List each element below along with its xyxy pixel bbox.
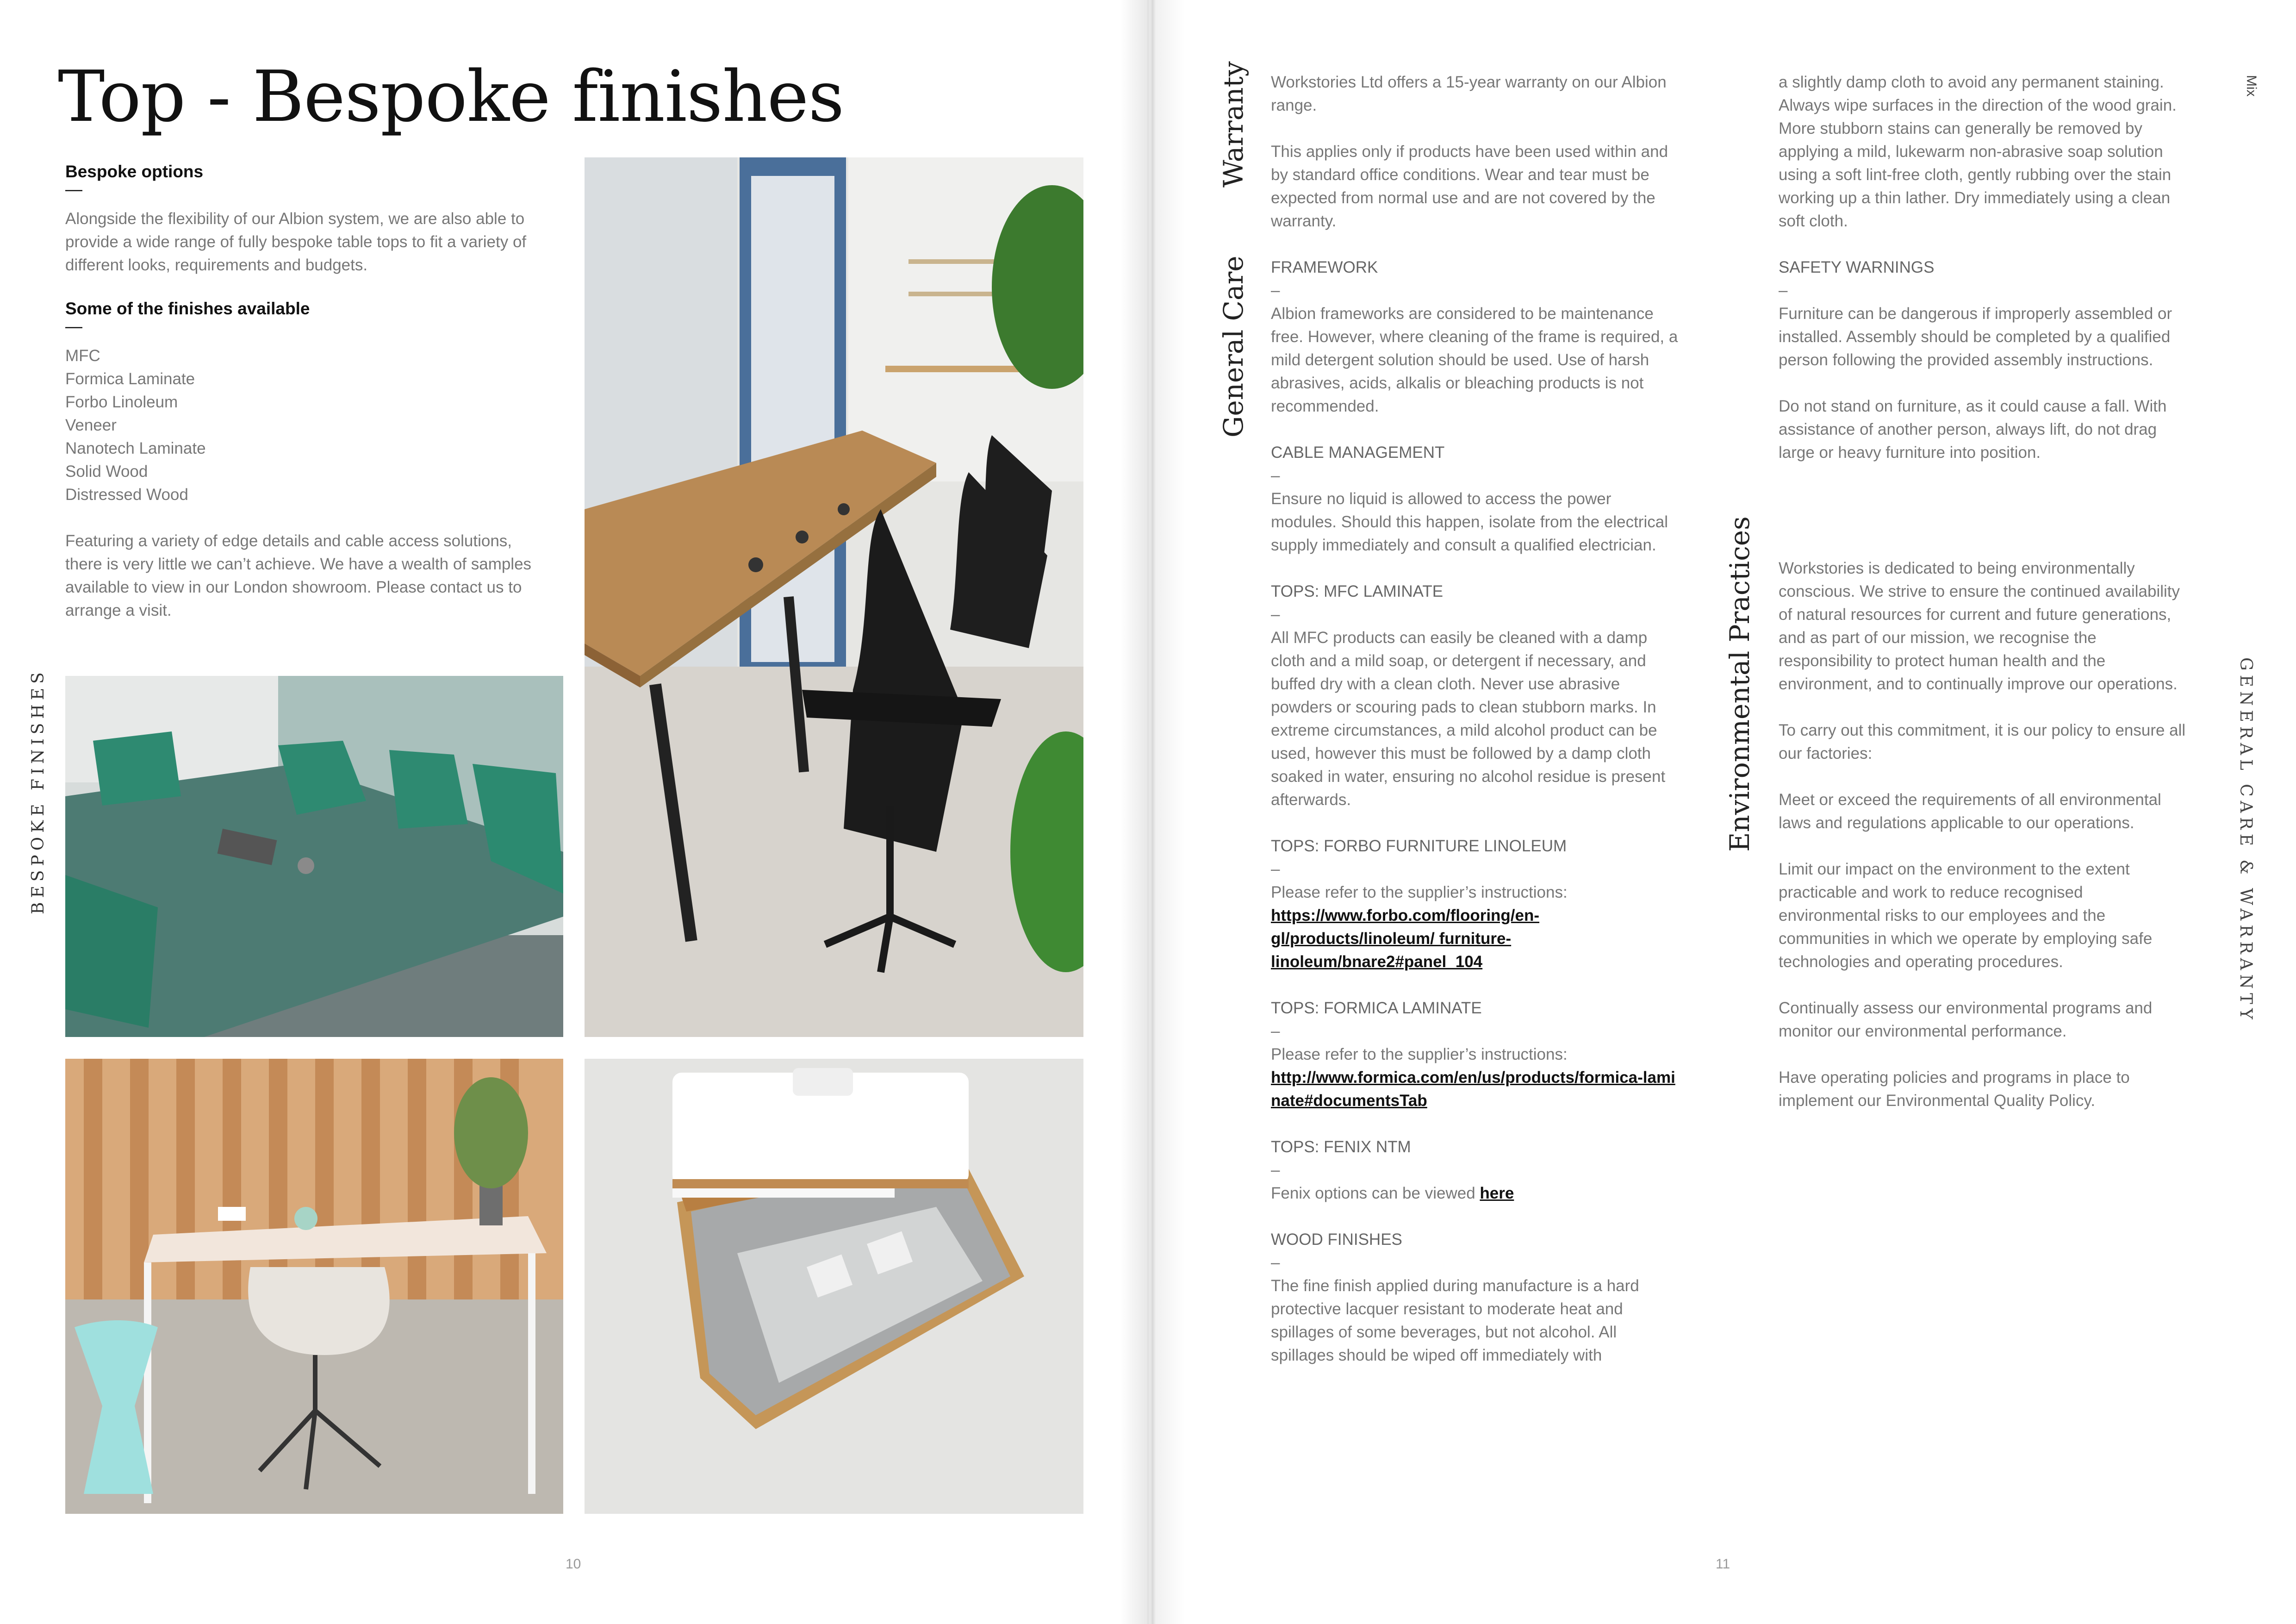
framework-text: Albion frameworks are considered to be maintenance free. However, where cleaning of the frame is required, a mild detergent solution should be used. Use of harsh abrasives, acids, alkalis or bleaching products is not recommended. — [1271, 305, 1678, 415]
forbo-link[interactable]: https://www.forbo.com/flooring/en-gl/products/linoleum/ furniture-linoleum/bnare2#panel_104 — [1271, 906, 1540, 971]
bespoke-options-heading: Bespoke options — [65, 162, 204, 181]
right-column-1 — [1271, 71, 1678, 1390]
photo-wooden-table-meeting-room — [585, 157, 1083, 1037]
environmental-column — [1779, 557, 2186, 1136]
heading-dash: — — [65, 180, 82, 199]
formica-text: Please refer to the supplier’s instructions: — [1271, 1045, 1568, 1063]
finish-item: MFC — [65, 347, 100, 365]
heading-dash: – — [1779, 281, 1788, 300]
environmental-paragraph: To carry out this commitment, it is our policy to ensure all our factories: — [1779, 721, 2186, 762]
finish-item: Nanotech Laminate — [65, 439, 206, 457]
finish-item: Veneer — [65, 416, 117, 434]
finish-item: Solid Wood — [65, 462, 148, 481]
cable-management-heading: CABLE MANAGEMENT — [1271, 443, 1445, 462]
finishes-heading: Some of the finishes available — [65, 299, 310, 318]
formica-link[interactable]: http://www.formica.com/en/us/products/formica-laminate#documentsTab — [1271, 1068, 1675, 1110]
wood-finishes-text: The fine finish applied during manufacture is a hard protective lacquer resistant to moderate heat and spillages of some beverages, but not alcohol. All spillages should be wiped off immediately with — [1271, 1277, 1639, 1364]
right-page — [1148, 0, 2296, 1624]
forbo-text: Please refer to the supplier’s instructions: — [1271, 883, 1568, 901]
environmental-paragraph: Have operating policies and programs in place to implement our Environmental Quality Policy. — [1779, 1068, 2130, 1110]
environmental-paragraph: Limit our impact on the environment to the extent practicable and work to reduce recognised environmental risks to our employees and the communities in which we operate by employing safe technologies and operating procedures. — [1779, 860, 2153, 971]
fenix-here-link[interactable]: here — [1480, 1184, 1514, 1202]
heading-dash: — — [65, 317, 82, 336]
heading-dash: – — [1271, 1022, 1280, 1040]
bespoke-text-column — [65, 162, 533, 622]
wood-finishes-text-continued: a slightly damp cloth to avoid any permanent staining. Always wipe surfaces in the direction of the wood grain. More stubborn stains can generally be removed by applying a mild, lukewarm non-abrasive soap solution using a soft lint-free cloth, gently rubbing over the stain working up a thin lather. Dry immediately using a clean soft cloth. — [1779, 73, 2177, 230]
heading-dash: – — [1271, 606, 1280, 624]
warranty-paragraph: This applies only if products have been used within and by standard office conditions. Wear and tear must be expected from normal use and are not covered by the warranty. — [1271, 143, 1668, 230]
warranty-section-title: Warranty — [1218, 61, 1249, 187]
side-label-general-care: GENERAL CARE & WARRANTY — [2236, 657, 2255, 1024]
heading-dash: – — [1271, 1161, 1280, 1179]
heading-dash: – — [1271, 467, 1280, 485]
formica-heading: TOPS: FORMICA LAMINATE — [1271, 999, 1482, 1017]
finish-item: Forbo Linoleum — [65, 393, 178, 411]
page-title: Top - Bespoke finishes — [58, 56, 844, 137]
forbo-heading: TOPS: FORBO FURNITURE LINOLEUM — [1271, 837, 1567, 855]
page-number: 11 — [1716, 1556, 1730, 1572]
safety-text: Do not stand on furniture, as it could cause a fall. With assistance of another person, always lift, do not drag large or heavy furniture into position. — [1779, 397, 2167, 462]
photo-green-meeting-table — [65, 676, 563, 1037]
corner-label-mix: Mix — [2244, 75, 2259, 97]
environmental-paragraph: Workstories is dedicated to being environmentally conscious. We strive to ensure the continued availability of natural resources for current and future generations, and as part of our mission, we recognise the responsibility to protect human health and the environment, and to continually improve our operations. — [1779, 559, 2180, 693]
finish-item: Formica Laminate — [65, 370, 195, 388]
side-label-bespoke: BESPOKE FINISHES — [29, 668, 48, 914]
page-number: 10 — [566, 1556, 581, 1572]
mfc-laminate-heading: TOPS: MFC LAMINATE — [1271, 582, 1444, 600]
heading-dash: – — [1271, 281, 1280, 300]
finish-item: Distressed Wood — [65, 486, 188, 504]
environmental-paragraph: Continually assess our environmental programs and monitor our environmental performance. — [1779, 999, 2153, 1040]
wood-finishes-heading: WOOD FINISHES — [1271, 1230, 1402, 1249]
environmental-section-title: Environmental Practices — [1724, 516, 1755, 852]
right-column-2 — [1779, 71, 2186, 487]
cable-management-text: Ensure no liquid is allowed to access the power modules. Should this happen, isolate from the electrical supply immediately and consult a qualified electrician. — [1271, 490, 1668, 554]
safety-warnings-heading: SAFETY WARNINGS — [1779, 258, 1935, 276]
general-care-section-title: General Care — [1218, 256, 1249, 437]
photo-cable-access-module — [585, 1059, 1083, 1514]
closing-paragraph: Featuring a variety of edge details and cable access solutions, there is very little we can’t achieve. We have a wealth of samples available to view in our London showroom. Please contact us to arrange a visit. — [65, 532, 532, 619]
safety-text: Furniture can be dangerous if improperly assembled or installed. Assembly should be completed by a qualified person following the provided assembly instructions. — [1779, 305, 2172, 369]
bespoke-paragraph: Alongside the flexibility of our Albion system, we are also able to provide a wide range of fully bespoke table tops to fit a variety of different looks, requirements and budgets. — [65, 210, 527, 274]
heading-dash: – — [1271, 860, 1280, 878]
framework-heading: FRAMEWORK — [1271, 258, 1378, 276]
heading-dash: – — [1271, 1254, 1280, 1272]
mfc-laminate-text: All MFC products can easily be cleaned with a damp cloth and a mild soap, or detergent if necessary, and buffed dry with a clean cloth. Never use abrasive powders or scouring pads to clean stubborn marks. In extreme circumstances, a mild alcohol product can be used, however this must be followed by a damp cloth soaked in water, ensuring no alcohol residue is present afterwards. — [1271, 629, 1666, 809]
environmental-paragraph: Meet or exceed the requirements of all environmental laws and regulations applicable to our operations. — [1779, 791, 2161, 832]
finishes-list — [65, 344, 533, 506]
fenix-text: Fenix options can be viewed — [1271, 1184, 1480, 1202]
warranty-paragraph: Workstories Ltd offers a 15-year warranty on our Albion range. — [1271, 73, 1667, 114]
fenix-heading: TOPS: FENIX NTM — [1271, 1138, 1411, 1156]
photo-white-table-chair — [65, 1059, 563, 1514]
